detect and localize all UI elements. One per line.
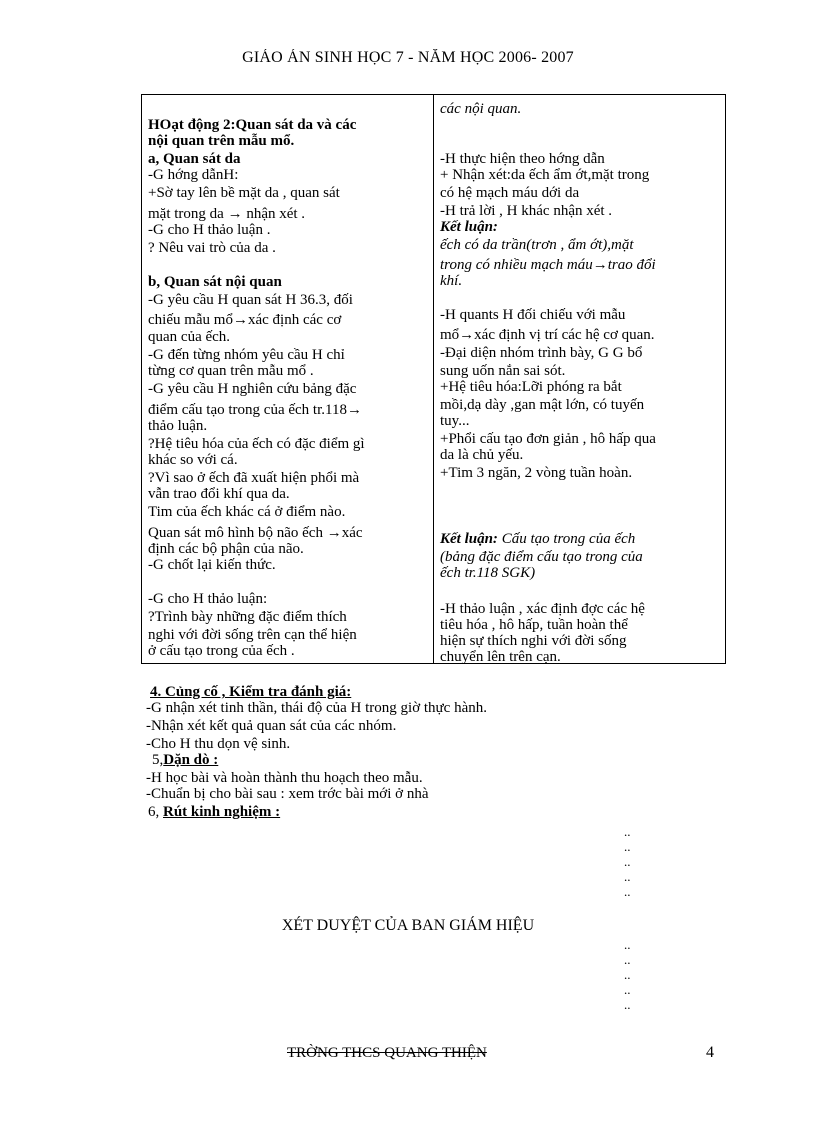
conclusion-label: Kết luận: <box>440 219 498 235</box>
text-line: -G hớng dẫnH: <box>148 167 239 183</box>
dots-line: .. <box>624 967 631 982</box>
arrow-right-icon: → <box>232 312 248 328</box>
school-name: TRỜNG THCS QUANG THIỆN <box>287 1045 487 1061</box>
arrow-right-icon: → <box>227 206 243 222</box>
activity-heading-cont: nội quan trên mẫu mổ. <box>148 133 295 149</box>
activity-heading: HOạt động 2:Quan sát da và các <box>148 117 357 133</box>
text-line: -G yêu cầu H quan sát H 36.3, đối <box>148 292 353 308</box>
text-line: Tim của ếch khác cá ở điểm nào. <box>148 504 346 520</box>
arrow-right-icon: → <box>459 327 475 343</box>
summary-line: -Cho H thu dọn vệ sinh. <box>146 736 291 752</box>
summary-line: -G nhận xét tinh thần, thái độ của H trong giờ thực hành. <box>146 700 487 716</box>
text-line: các nội quan. <box>440 101 522 117</box>
dots-line: .. <box>624 884 631 899</box>
subheading-organs: b, Quan sát nội quan <box>148 274 282 290</box>
dots-line: .. <box>624 824 631 839</box>
text-line: hiện sự thích nghi với đời sống <box>440 633 627 649</box>
section4-title: 4. Củng cố , Kiểm tra đánh giá: <box>150 684 352 700</box>
text-line: tuy... <box>440 413 470 429</box>
text-line: Quan sát mô hình bộ não ếch →xác <box>148 525 363 541</box>
dots-line: .. <box>624 854 631 869</box>
text-line: da là chủ yếu. <box>440 447 524 463</box>
text-line: (bảng đặc điểm cấu tạo trong của <box>440 549 643 565</box>
text-line: ?Hệ tiêu hóa của ếch có đặc điểm gì <box>148 436 365 452</box>
text-line: +Tim 3 ngăn, 2 vòng tuần hoàn. <box>440 465 633 481</box>
text-line: -H thực hiện theo hớng dẫn <box>440 151 605 167</box>
text-line: chuyển lên trên cạn. <box>440 649 561 665</box>
text-line: +Phổi cấu tạo đơn giản , hô hấp qua <box>440 431 656 447</box>
approval-heading: XÉT DUYỆT CỦA BAN GIÁM HIỆU <box>281 917 535 934</box>
dots-line: .. <box>624 952 631 967</box>
text-line: khí. <box>440 273 463 289</box>
text-line: định các bộ phận của não. <box>148 541 304 557</box>
text-line: ? Nêu vai trò của da . <box>148 240 276 256</box>
text-line: từng cơ quan trên mẫu mổ . <box>148 363 314 379</box>
dots-line: .. <box>624 937 631 952</box>
text-line: quan của ếch. <box>148 329 231 345</box>
dotted-lines-bottom <box>624 938 631 1013</box>
text-line: +Sờ tay lên bề mặt da , quan sát <box>148 185 340 201</box>
text-line: tiêu hóa , hô hấp, tuần hoàn thể <box>440 617 628 633</box>
section6-title: 6, Rút kinh nghiệm : <box>148 804 281 820</box>
dots-line: .. <box>624 982 631 997</box>
text-line: ?Vì sao ở ếch đã xuất hiện phổi mà <box>148 470 360 486</box>
dotted-lines-top <box>624 825 631 900</box>
text-line: +Hệ tiêu hóa:Lỡi phóng ra bắt <box>440 379 622 395</box>
summary-line: -Nhận xét kết quả quan sát của các nhóm. <box>146 718 397 734</box>
text-line: khác so với cá. <box>148 452 238 468</box>
arrow-right-icon: → <box>346 402 362 418</box>
page-header: GIÁO ÁN SINH HỌC 7 - NĂM HỌC 2006- 2007 <box>242 49 574 66</box>
text-line: -H thảo luận , xác định đợc các hệ <box>440 601 645 617</box>
text-line: -G đến từng nhóm yêu cầu H chỉ <box>148 347 345 363</box>
text-line: điểm cấu tạo trong của ếch tr.118→ <box>148 402 362 418</box>
subheading-skin: a, Quan sát da <box>148 151 241 167</box>
summary-line: -H học bài và hoàn thành thu hoạch theo mẫu. <box>146 770 423 786</box>
dots-line: .. <box>624 869 631 884</box>
text-line: vẫn trao đổi khí qua da. <box>148 486 290 502</box>
text-line: -G cho H thảo luận: <box>148 591 268 607</box>
text-line: + Nhận xét:da ếch ẩm ớt,mặt trong <box>440 167 650 183</box>
text-line: -G chốt lại kiến thức. <box>148 557 276 573</box>
section5-title: 5,Dặn dò : <box>152 752 219 768</box>
lesson-table <box>141 94 726 664</box>
text-line: ếch có da trần(trơn , ẩm ớt),mặt <box>440 237 634 253</box>
dots-line: .. <box>624 997 631 1012</box>
text-line: -H trả lời , H khác nhận xét . <box>440 203 613 219</box>
column-divider <box>433 95 434 663</box>
text-line: chiếu mẫu mổ→xác định các cơ <box>148 312 342 328</box>
dots-line: .. <box>624 839 631 854</box>
text-line: ?Trình bày những đặc điểm thích <box>148 609 347 625</box>
text-line: ếch tr.118 SGK) <box>440 565 536 581</box>
text-line: mồi,dạ dày ,gan mật lớn, có tuyến <box>440 397 645 413</box>
text-line: -Đại diện nhóm trình bày, G G bổ <box>440 345 643 361</box>
text-line: sung uốn nắn sai sót. <box>440 363 566 379</box>
text-line: mặt trong da → nhận xét . <box>148 206 306 222</box>
text-line: ở cấu tạo trong của ếch . <box>148 643 295 659</box>
conclusion-label: Kết luận: <box>440 531 498 547</box>
text-line: có hệ mạch máu dới da <box>440 185 580 201</box>
arrow-right-icon: → <box>592 257 608 273</box>
text-line: thảo luận. <box>148 418 208 434</box>
text-line: mổ→xác định vị trí các hệ cơ quan. <box>440 327 655 343</box>
text-line: trong có nhiều mạch máu→trao đổi <box>440 257 656 273</box>
arrow-right-icon: → <box>326 525 342 541</box>
text-line: -G yêu cầu H nghiên cứu bảng đặc <box>148 381 357 397</box>
text-line: -H quants H đối chiếu với mẫu <box>440 307 626 323</box>
text-line: -G cho H thảo luận . <box>148 222 271 238</box>
summary-line: -Chuẩn bị cho bài sau : xem trớc bài mới ở nhà <box>146 786 429 802</box>
text-line: nghi với đời sống trên cạn thể hiện <box>148 627 357 643</box>
text-line: Kết luận: Cấu tạo trong của ếch <box>440 531 636 547</box>
page-number: 4 <box>706 1044 714 1061</box>
